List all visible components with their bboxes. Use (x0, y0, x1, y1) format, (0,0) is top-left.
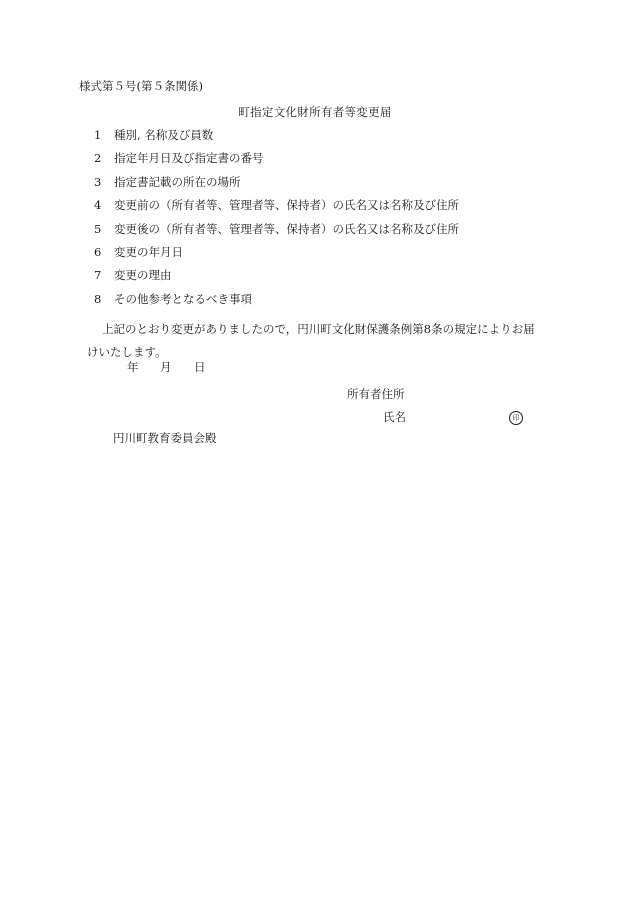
item-number: 8 (94, 291, 102, 306)
item-number: 3 (94, 174, 102, 189)
owner-address-label: 所有者住所 (347, 387, 405, 401)
date-year-label: 年 (127, 360, 139, 374)
body-paragraph (87, 318, 557, 364)
list-item (94, 270, 459, 293)
body-line-1: 上記のとおり変更がありましたので，円川町文化財保護条例第8条の規定によりお届 (102, 322, 535, 336)
item-text: 種別, 名称及び員数 (114, 128, 214, 142)
item-text: 変更後の（所有者等、管理者等、保持者）の氏名又は名称及び住所 (114, 221, 459, 236)
item-number: 7 (94, 268, 102, 283)
date-line (127, 362, 206, 374)
body-line-2: けいたします。 (87, 345, 167, 359)
item-number: 4 (94, 198, 102, 213)
item-text: 指定書記載の所在の場所 (114, 174, 241, 189)
list-item (94, 174, 459, 200)
date-month-label: 月 (160, 360, 172, 374)
addressee: 円川町教育委員会殿 (113, 431, 217, 445)
item-text: 変更前の（所有者等、管理者等、保持者）の氏名又は名称及び住所 (114, 198, 459, 213)
item-number: 6 (94, 244, 102, 259)
list-item (94, 200, 459, 223)
list-item (94, 291, 459, 317)
item-text: 指定年月日及び指定書の番号 (114, 151, 264, 166)
item-text: 変更の理由 (114, 268, 172, 283)
item-list (94, 130, 459, 317)
date-day-label: 日 (194, 360, 206, 374)
seal-icon: 印 (509, 411, 523, 425)
item-number: 1 (94, 128, 102, 142)
name-label: 氏名 (383, 410, 406, 424)
list-item (94, 130, 459, 153)
item-text: その他参考となるべき事項 (114, 291, 252, 306)
item-text: 変更の年月日 (114, 244, 183, 259)
document-title: 町指定文化財所有者等変更届 (238, 105, 392, 119)
list-item (94, 244, 459, 270)
list-item (94, 153, 459, 176)
item-number: 2 (94, 151, 102, 166)
list-item (94, 221, 459, 247)
form-number: 様式第５号(第５条関係) (79, 79, 203, 93)
item-number: 5 (94, 221, 102, 236)
